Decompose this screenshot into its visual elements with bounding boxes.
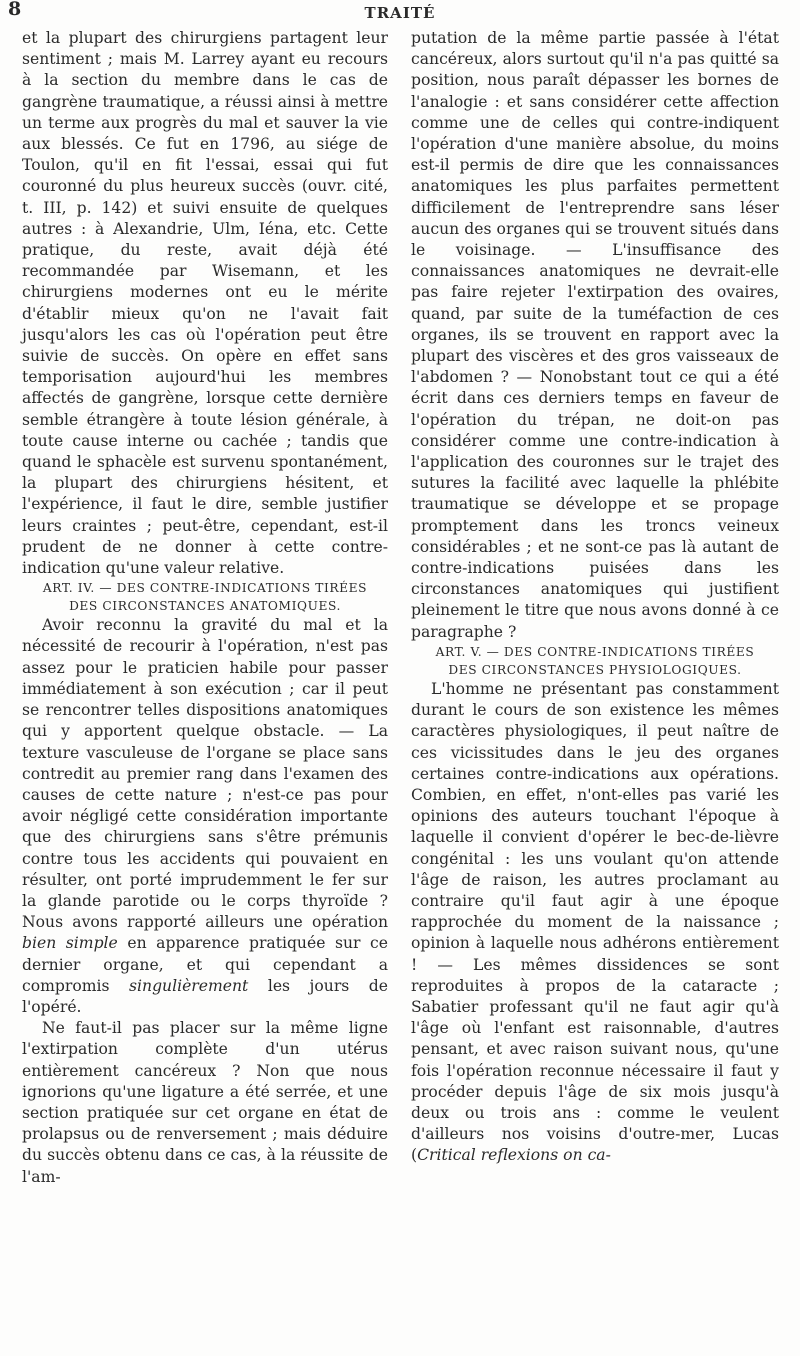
paragraph: Ne faut-il pas placer sur la même ligne l'extirpation complète d'un utérus entièrement cancéreux ? Non que nous ignorions qu'une ligature a été serrée, et une section pratiquée sur cet organe en état de prolapsus ou de renversement ; mais déduire du succès obtenu dans ce cas, à la réussite de l'am- [22, 1019, 388, 1186]
paragraph: putation de la même partie passée à l'état cancéreux, alors surtout qu'il n'a pas quitté sa position, nous paraît dépasser les bornes de l'analogie : et sans considérer cette affection comme une de celles qui contre-indiquent l'opération d'une manière absolue, du moins est-il permis de dire que les connaissances anatomiques les plus parfaites permettent difficilement de l'entreprendre sans léser aucun des organes qui se trouvent situés dans le voisinage. — L'insuffisance des connaissances anatomiques ne devrait-elle pas faire rejeter l'extirpation des ovaires, quand, par suite de la tuméfaction de ces organes, ils se trouvent en rapport avec la plupart des viscères et des gros vaisseaux de l'abdomen ? — Nonobstant tout ce qui a été écrit dans ces derniers temps en faveur de l'opération du trépan, ne doit-on pas considérer comme une contre-indication à l'application des couronnes sur le trajet des sutures la facilité avec laquelle la phlébite traumatique se développe et se propage promptement dans les troncs veineux considérables ; et ne sont-ce pas là autant de contre-indications puisées dans les circonstances anatomiques qui justifient pleinement le titre que nous avons donné à ce paragraphe ? [411, 29, 779, 641]
text-run: Avoir reconnu la gravité du mal et la nécessité de recourir à l'opération, n'est pas assez pour le praticien habile pour passer immédiatement à son exécution ; car il peut se rencontrer telles dispositions anatomiques qui y apportent quelque obstacle. — La texture vasculeuse de l'organe se place sans contredit au premier rang dans l'examen des causes de cette nature ; n'est-ce pas pour avoir négligé cette considération importante que des chirurgiens sans s'être prémunis contre tous les accidents qui pouvaient en résulter, ont porté imprudemment le fer sur la glande parotide ou le corps thyroïde ? Nous avons rapporté ailleurs une opération [22, 616, 388, 932]
article-heading-line: DES CIRCONSTANCES PHYSIOLOGIQUES. [448, 662, 742, 677]
text-run: en apparence pratiquée sur ce dernier organe, et qui cependant a compromis [22, 934, 389, 995]
article-heading-line: ART. V. — DES CONTRE-INDICATIONS TIRÉES [435, 644, 755, 659]
article-heading-line: ART. IV. — DES CONTRE-INDICATIONS TIRÉES [42, 581, 368, 596]
right-column [411, 28, 779, 1167]
running-title: TRAITÉ [364, 4, 436, 22]
text-run: les jours de l'opéré. [22, 976, 388, 1016]
paragraph [411, 679, 779, 1167]
paragraph [22, 615, 388, 1018]
article-v-heading [411, 643, 779, 679]
article-heading-line: DES CIRCONSTANCES ANATOMIQUES. [69, 599, 341, 614]
italic-text: bien simple [22, 934, 118, 953]
article-iv-heading [22, 579, 388, 615]
page-number: 8 [8, 0, 22, 20]
left-column [22, 28, 388, 1188]
paragraph: et la plupart des chirurgiens partagent leur sentiment ; mais M. Larrey ayant eu recours à la section du membre dans le cas de gangrène traumatique, a réussi ainsi à mettre un terme aux progrès du mal et sauver la vie aux blessés. Ce fut en 1796, au siége de Toulon, qu'il en fit l'essai, essai qui fut couronné du plus heureux succès (ouvr. cité, t. III, p. 142) et suivi ensuite de quelques autres : à Alexandrie, Ulm, Iéna, etc. Cette pratique, du reste, avait déjà été recommandée par Wisemann, et les chirurgiens modernes ont eu le mérite d'établir mieux qu'on ne l'avait fait jusqu'alors les cas où l'opération peut être suivie de succès. On opère en effet sans temporisation aujourd'hui les membres affectés de gangrène, lorsque cette dernière semble étrangère à toute lésion générale, à toute cause interne ou cachée ; tandis que quand le sphacèle est survenu spontanément, la plupart des chirurgiens hésitent, et l'expérience, il faut le dire, semble justifier leurs craintes ; peut-être, cependant, est-il prudent de ne donner à cette contre-indication qu'une valeur relative. [22, 29, 388, 578]
text-run: L'homme ne présentant pas constamment durant le cours de son existence les mêmes caractères physiologiques, il peut naître de ces vicissitudes dans le jeu des organes certaines contre-indications aux opérations. Combien, en effet, n'ont-elles pas varié les opinions des auteurs touchant l'époque à laquelle il convient d'opérer le bec-de-lièvre congénital : les uns voulant qu'on attende l'âge de raison, les autres proclamant au contraire qu'il faut agir à une époque rapprochée du moment de la naissance ; opinion à laquelle nous adhérons entièrement ! — Les mêmes dissidences se sont reproduites à propos de la cataracte ; Sabatier professant qu'il ne faut agir qu'à l'âge où l'enfant est raisonnable, d'autres pensant, et avec raison suivant nous, qu'une fois l'opération reconnue nécessaire il faut y procéder depuis l'âge de six mois jusqu'à deux ou trois ans : comme le veulent d'ailleurs nos voisins d'outre-mer, Lucas ( [411, 679, 779, 1165]
italic-text: singulièrement [129, 976, 249, 995]
italic-text: Critical reflexions on ca- [417, 1146, 611, 1165]
